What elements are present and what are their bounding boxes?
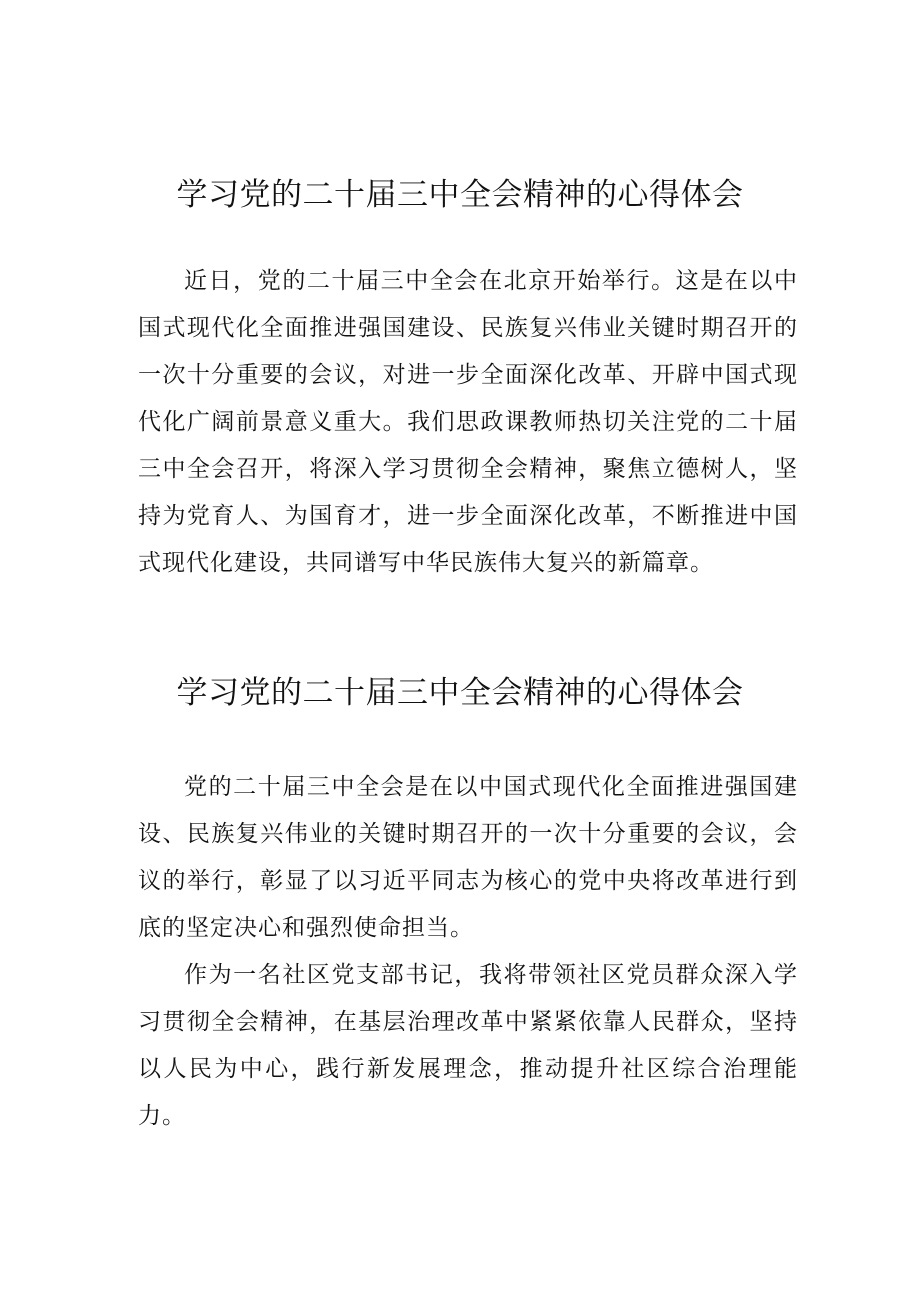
paragraph-1-1: 近日，党的二十届三中全会在北京开始举行。这是在以中国式现代化全面推进强国建设、民族复兴伟业关键时期召开的一次十分重要的会议，对进一步全面深化改革、开辟中国式现代化广阔前景意义重大。我们思政课教师热切关注党的二十届三中全会召开，将深入学习贯彻全会精神，聚焦立德树人，坚持为党育人、为国育才，进一步全面深化改革，不断推进中国式现代化建设，共同谱写中华民族伟大复兴的新篇章。 [138, 268, 798, 576]
article-body-1 [138, 258, 798, 587]
paragraph-2-1: 党的二十届三中全会是在以中国式现代化全面推进强国建设、民族复兴伟业的关键时期召开的一次十分重要的会议，会议的举行，彰显了以习近平同志为核心的党中央将改革进行到底的坚定决心和强烈使命担当。 [138, 774, 798, 941]
article-title-2: 学习党的二十届三中全会精神的心得体会 [176, 675, 744, 711]
article-section-2 [138, 670, 798, 1140]
article-title-1: 学习党的二十届三中全会精神的心得体会 [176, 177, 744, 213]
paragraph-2-2: 作为一名社区党支部书记，我将带领社区党员群众深入学习贯彻全会精神，在基层治理改革中紧紧依靠人民群众，坚持以人民为中心，践行新发展理念，推动提升社区综合治理能力。 [138, 962, 798, 1129]
article-section-1 [138, 172, 798, 587]
article-body-2 [138, 764, 798, 1140]
